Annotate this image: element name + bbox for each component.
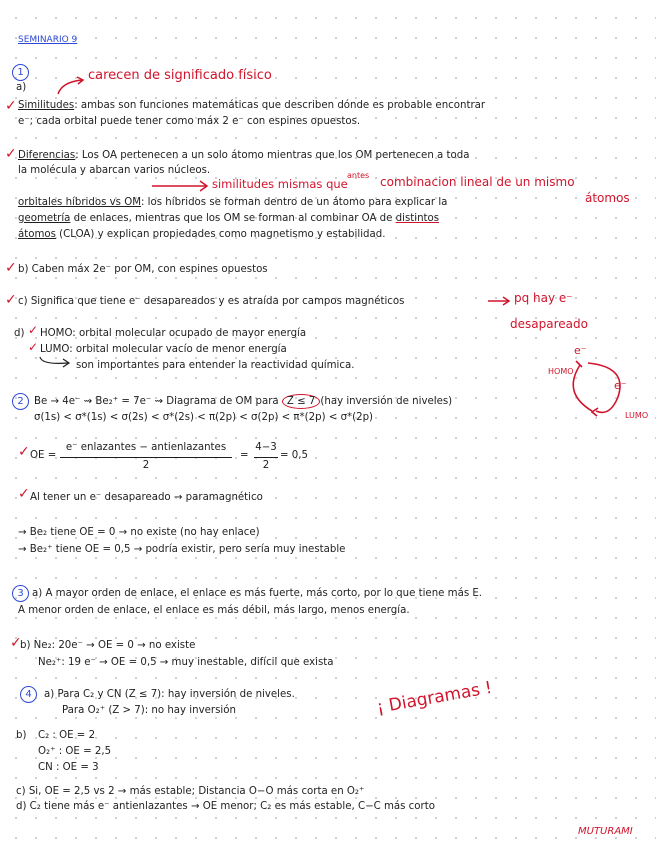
hibridos-label: orbitales híbridos vs OM: [18, 197, 142, 208]
checkmark-icon: ✓: [5, 292, 17, 308]
q1-c-line: c) Significa que tiene e⁻ desapareados y es atraída por campos magnéticos: [18, 296, 405, 307]
diagram-e2: e⁻: [614, 379, 627, 392]
oe-fraction-bar: [60, 457, 232, 458]
q1-hibridos-line2: [18, 213, 439, 225]
red-arrow-icon: [56, 74, 86, 96]
q1-lumo-line: LUMO: orbital molecular vacío de menor energía: [40, 344, 287, 355]
q2-be2-line: → Be₂ tiene OE = 0 → no existe (no hay enlace): [18, 527, 260, 538]
checkmark-icon: ✓: [18, 486, 30, 502]
atomos-word: átomos: [18, 229, 56, 240]
q1-similitudes-line1: [18, 100, 485, 112]
q4-d-line: d) C₂ tiene más e⁻ antienlazantes → OE menor; C₂ es más estable, C−C más corto: [16, 801, 435, 812]
q2-line1: [34, 396, 452, 408]
page-title: SEMINARIO 9: [18, 35, 78, 45]
oe-equals: =: [240, 450, 249, 461]
red-arrow-icon: [486, 295, 512, 307]
arrow-icon: [38, 355, 74, 369]
checkmark-icon: ✓: [18, 444, 30, 460]
signature: MUTURAMI: [578, 826, 633, 837]
checkmark-icon: ✓: [28, 340, 39, 354]
q4-b-label: b): [16, 730, 27, 741]
hibridos-text2: de enlaces, mientras que los OM se forman al combinar OA de: [70, 213, 396, 224]
oe-result: = 0,5: [280, 450, 308, 461]
checkmark-icon: ✓: [28, 323, 39, 337]
q3-a-line2: A menor orden de enlace, el enlace es más débil, más largo, menos energía.: [18, 605, 410, 616]
oe-denominator-2: 2: [262, 460, 270, 471]
q1-homo-line: HOMO: orbital molecular ocupado de mayor energía: [40, 328, 307, 339]
q2-line1b: (hay inversión de niveles): [320, 396, 453, 407]
q3-b-line1: b) Ne₂: 20e⁻ → OE = 0 → no existe: [20, 640, 196, 651]
diferencias-text1: : Los OA pertenecen a un solo átomo mientras que los OM pertenecen a toda: [75, 150, 470, 161]
q2-line1a: Be → 4e⁻ ⇝ Be₂⁺ = 7e⁻ ⇝ Diagrama de OM para: [34, 396, 279, 407]
q1-b-line: b) Caben máx 2e⁻ por OM, con espines opuestos: [18, 264, 268, 275]
question-3-number: 3: [12, 585, 29, 602]
q3-a-line1: a) A mayor orden de enlace, el enlace es más fuerte, más corto, por lo que tiene más E.: [32, 588, 483, 599]
q4-b-cn: CN : OE = 3: [38, 762, 99, 773]
diagram-lumo: LUMO: [625, 411, 649, 420]
red-antes: antes: [347, 171, 370, 180]
q1-c-red1: pq hay e⁻: [514, 291, 573, 305]
question-2-number: 2: [12, 393, 29, 410]
q4-b-c2: C₂ : OE = 2: [38, 730, 96, 741]
q1-a-label: a): [16, 82, 27, 93]
oe-fraction-bar-2: [254, 457, 278, 458]
red-atomos: átomos: [585, 191, 630, 205]
question-4-number: 4: [20, 686, 37, 703]
checkmark-icon: ✓: [10, 635, 22, 651]
q2-circled: Z ≤ 7: [282, 394, 320, 409]
q4-b-o2: O₂⁺ : OE = 2,5: [38, 746, 112, 757]
q1-similitudes-line2: e⁻; cada orbital puede tener como máx 2 e⁻ con espines opuestos.: [18, 116, 361, 127]
checkmark-icon: ✓: [5, 146, 17, 162]
diagram-homo: HOMO: [548, 367, 574, 376]
q1-diferencias-line2: la molécula y abarcan varios núcleos.: [18, 165, 211, 176]
hibridos-text3: (CLOA) y explican propiedades como magnetismo y estabilidad.: [55, 229, 386, 240]
red-similitudes: similitudes mismas que: [212, 177, 348, 191]
diagram-e1: e⁻: [574, 344, 587, 357]
q4-a-line1: a) Para C₂ y CN (Z ≤ 7): hay inversión de niveles.: [44, 689, 295, 700]
q1-hibridos-line1: [18, 197, 447, 209]
q4-c-line: c) Si, OE = 2,5 vs 2 → más estable; Distancia O−O más corta en O₂⁺: [16, 786, 365, 797]
geometria-word: geometría: [18, 213, 71, 224]
oe-denominator: 2: [142, 460, 150, 471]
q1-note-red: carecen de significado físico: [88, 68, 272, 83]
similitudes-label: Similitudes: [18, 100, 75, 111]
q1-c-red2: desapareado: [510, 317, 588, 331]
q2-be2p-line: → Be₂⁺ tiene OE = 0,5 → podría existir, pero sería muy inestable: [18, 544, 346, 555]
oe-numerator: e⁻ enlazantes − antienlazantes: [65, 442, 227, 453]
red-arrow-icon: [150, 178, 210, 192]
oe-label: OE =: [30, 450, 57, 461]
q1-diferencias-line1: [18, 150, 469, 162]
q4-diagramas: ¡ Diagramas !: [375, 677, 494, 718]
diferencias-label: Diferencias: [18, 150, 76, 161]
q2-line2: σ(1s) < σ*(1s) < σ(2s) < σ*(2s) < π(2p) < σ(2p) < π*(2p) < σ*(2p): [34, 412, 374, 423]
checkmark-icon: ✓: [5, 98, 17, 114]
q2-para-line: Al tener un e⁻ desapareado → paramagnético: [30, 492, 263, 503]
q1-react-line: son importantes para entender la reactividad química.: [76, 360, 355, 371]
question-1-number: 1: [12, 64, 29, 81]
q3-b-line2: Ne₂⁺: 19 e⁻ → OE = 0,5 → muy inestable, difícil que exista: [38, 657, 334, 668]
similitudes-text1: : ambas son funciones matemáticas que describen dónde es probable encontrar: [74, 100, 486, 111]
distintos-word: distintos: [395, 213, 440, 224]
oe-numerator-2: 4−3: [255, 442, 277, 453]
red-combinacion: combinacion lineal de un mismo: [380, 175, 575, 189]
hibridos-text1: : los híbridos se forman dentro de un átomo para explicar la: [141, 197, 448, 208]
checkmark-icon: ✓: [5, 260, 17, 276]
q1-d-label: d): [14, 328, 25, 339]
q4-a-line2: Para O₂⁺ (Z > 7): no hay inversión: [62, 705, 236, 716]
q1-hibridos-line3: [18, 229, 385, 241]
